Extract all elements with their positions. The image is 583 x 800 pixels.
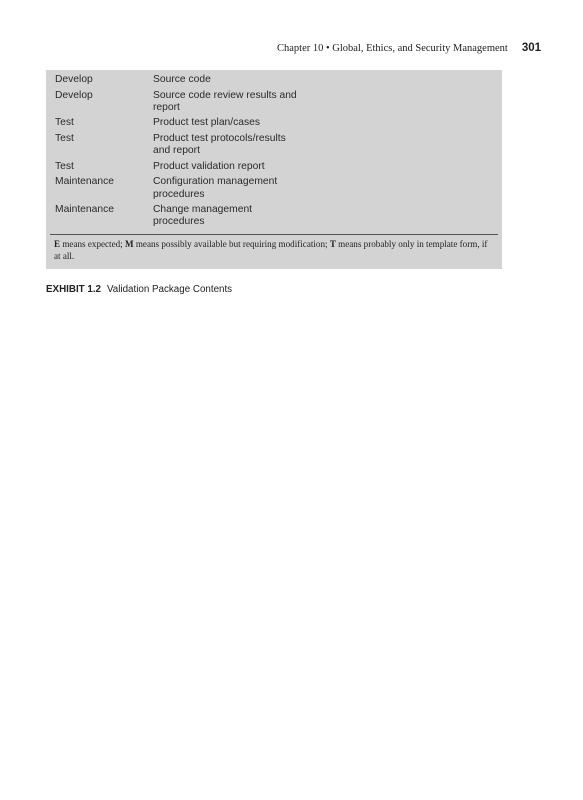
item-cell: Change management procedures [153, 204, 253, 228]
validation-table [46, 70, 502, 269]
table-row [46, 176, 502, 200]
phase-cell: Test [55, 160, 74, 172]
table-row [46, 204, 502, 228]
item-cell: Product test protocols/results and report [153, 132, 286, 157]
phase-cell: Develop [55, 89, 93, 101]
footnote-m-text: means possibly available but requiring modification; [133, 238, 330, 249]
table-row [46, 90, 502, 114]
phase-cell: Maintenance [55, 204, 114, 216]
table-row [46, 74, 502, 86]
phase-cell: Test [55, 117, 74, 129]
page-number: 301 [521, 42, 541, 54]
table-row [46, 133, 502, 157]
phase-cell: Maintenance [55, 176, 114, 188]
caption-label: EXHIBIT 1.2 [46, 284, 101, 295]
item-cell: Product validation report [153, 160, 265, 172]
footnote-e-text: means expected; [60, 238, 125, 249]
table-row [46, 161, 502, 173]
phase-cell: Develop [55, 74, 93, 85]
table-row [46, 117, 502, 129]
footnote-e-key: E [54, 238, 61, 249]
table-footnote [46, 235, 502, 263]
exhibit-caption [46, 284, 232, 295]
caption-text: Validation Package Contents [107, 284, 233, 295]
footnote-t-text: means probably only in template form, if at all. [54, 238, 488, 262]
item-cell: Source code review results and report [153, 89, 297, 113]
footnote-m-key: M [124, 238, 134, 249]
footnote-t-key: T [329, 238, 336, 249]
running-title: Chapter 10 • Global, Ethics, and Security Management [276, 43, 508, 54]
item-cell: Configuration management procedures [153, 176, 278, 200]
phase-cell: Test [55, 132, 74, 144]
running-head [277, 42, 541, 54]
item-cell: Product test plan/cases [153, 117, 261, 129]
item-cell: Source code [153, 74, 211, 85]
